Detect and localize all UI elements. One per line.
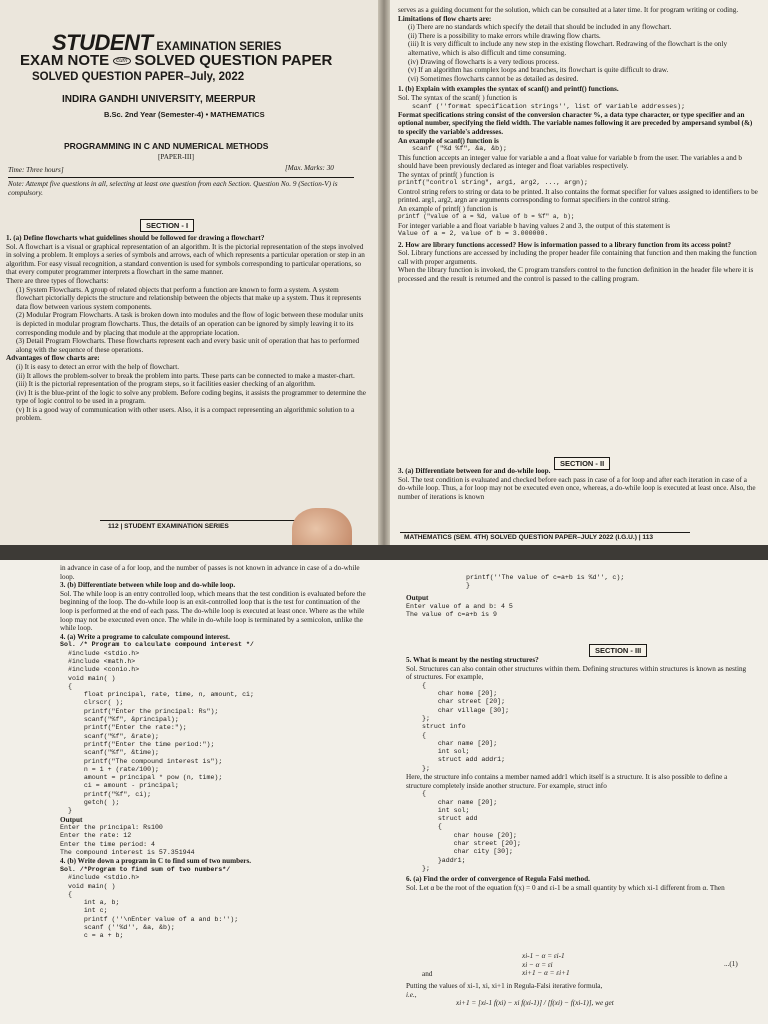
sum-output-block (406, 594, 746, 619)
section-3-body (406, 656, 751, 892)
scanf-example-title: An example of scanf() function is (398, 136, 499, 145)
answer-3a: Sol. The test condition is evaluated and checked before each pass in case of a for loop and after each iteration in case of a do-while loop. Thus, a for loop may not be executed even once, whereas, a do-while loop is executed at least once. Also, the number of iterations is known (398, 475, 756, 501)
section-2-label: SECTION - II (554, 453, 610, 471)
equation-number: ...(1) (724, 960, 738, 968)
printf-example-title: An example of printf( ) function is (398, 204, 498, 213)
answer-5-intro: Sol. Structures can also contain other structures within them. Defining structures within structures is known as nesting of structures. For example, (406, 664, 747, 682)
subject-title: PROGRAMMING IN C AND NUMERICAL METHODS (64, 141, 269, 151)
question-1a: 1. (a) Define flowcharts what guidelines should be followed for drawing a flowchart? (6, 234, 265, 242)
university-name: INDIRA GANDHI UNIVERSITY, MEERPUR (62, 94, 256, 105)
ci-program-title: Sol. /* Program to calculate compound interest */ (60, 641, 254, 649)
question-4b: 4. (b) Write down a program in C to find sum of two numbers. (60, 857, 252, 866)
nested-struct-code-2: { char name [20]; int sol; struct add { char house [20]; char street [20]; char city [30]; }addr1; }; (422, 790, 521, 872)
equation-set (522, 952, 642, 978)
brand-line-2 (20, 52, 380, 70)
course-line: B.Sc. 2nd Year (Semester-4) • MATHEMATICS (104, 110, 265, 119)
page-114-body (60, 564, 370, 941)
answer-6a-intro: Sol. Let α be the root of the equation f(x) = 0 and εi-1 be a small quantity by which xi-1 different from α. Then (406, 883, 725, 892)
exam-note: Note: Attempt five questions in all, selecting at least one question from each Section. Question No. 9 (Section-V) is compulsory. (8, 180, 338, 197)
section-1-body (6, 234, 366, 423)
ci-program-code: #include <stdio.h> #include <math.h> #include <conio.h> void main( ) { float principal, rate, time, n, amount, ci; clrscr( ); printf("Enter the principal: Rs"); scanf("%f", &principal); printf("Enter the rate:"); scanf("%f", &rate); printf("Enter the time period:"); scanf("%f", &time); printf("The compound interest is"); n = 1 + (rate/100); amount = principal * pow (n, time); ci = amount - principal; printf("%f", ci); getch( ); } (68, 649, 254, 815)
type-2-modular: (2) Modular Program Flowcharts. A task is broken down into modules and the flow of logic between these modular units is depicted in modular program flowcharts. Thus, the details of an operation can be ignored by simply leaving it to its corresponding module and by placing that module at the appropriate location. (16, 311, 364, 337)
brand-solved: SOLVED QUESTION PAPER (134, 52, 333, 69)
limitations-title: Limitations of flow charts are: (398, 14, 492, 23)
nested-struct-explanation: Here, the structure info contains a member named addr1 which itself is a structure. It is also possible to define a structure completely inside another structure. For example, struct info (406, 773, 728, 790)
control-string-text: Control string refers to string or data to be printed. It also contains the format specifier for values assigned to identifiers to be printed. arg1, arg2, argn are arguments corresponding to format specifiers in the control string. (398, 187, 758, 205)
section-2-body (398, 467, 758, 501)
advantage-5: (v) It is a good way of communication with other users. Also, it is a compact representing an algorithmic solution to a problem. (16, 405, 355, 423)
advantage-1: (i) It is easy to detect an error with the help of flowchart. (16, 362, 180, 371)
flowchart-intro-cont: serves as a guiding document for the solution, which can be consulted at a later time. It for program writing or coding. (398, 6, 739, 14)
question-5: 5. What is meant by the nesting structures? (406, 656, 539, 664)
section-1-label: SECTION - I (140, 215, 194, 233)
format-spec-text: Format specifications string consist of the conversion character %, a data type character, or type specifier and an optional number, specifying the field width. The variable names following it are preceded by ampersand symbol (&) to specify the variable's addresses. (398, 110, 753, 137)
advantages-title: Advantages of flow charts are: (6, 354, 100, 363)
answer-1a-intro: Sol. A flowchart is a visual or graphical representation of an algorithm. It is the pictorial representation of the steps involved in solving a problem. It employs a series of symbols and arrows, each of which represents a particular operation or step in an algorithm. For easy visual recognition, a standard convention is used for symbols corresponding to particular operations, so that every computer programmer interprets a flowchart in the same manner. (6, 242, 365, 277)
sum-output: Enter value of a and b: 4 5 The value of c=a+b is 9 (406, 602, 513, 618)
page-gap (0, 545, 768, 560)
regula-falsi-formula: xi+1 = [xi-1 f(xi) − xi f(xi-1)] / [f(xi) − f(xi-1)], we get (456, 999, 614, 1008)
advantage-4: (iv) It is the blue-print of the logic to solve any problem. Before coding begins, it assists the programmer to determine the type of logic control to be used in a program. (16, 388, 366, 406)
sum-program-title: Sol. /*Program to find sum of two numbers*/ (60, 865, 231, 873)
page-115 (384, 560, 768, 1024)
answer-1b-intro: Sol. The syntax of the scanf( ) function is (398, 93, 518, 102)
limitation-2: (ii) There is a possibility to make errors while drawing flow charts. (408, 31, 601, 40)
ci-output-title: Output (60, 815, 83, 824)
printf-example-code: printf ("value of a = %d, value of b = %f" a, b); (398, 213, 575, 221)
brand-student: STUDENT (52, 30, 153, 55)
scanf-example-code: scanf ("%d %f", &a, &b); (412, 145, 507, 153)
question-4a: 4. (a) Write a programe to calculate compound interest. (60, 632, 230, 641)
printf-syntax-intro: The syntax of printf( ) function is (398, 170, 495, 179)
regula-falsi-ie: i.e., (406, 990, 417, 999)
equation-2: xi − α = εi (522, 960, 553, 969)
question-3a: 3. (a) Differentiate between for and do-while loop. (398, 467, 551, 475)
sum-program-cont (466, 574, 756, 591)
limitation-6: (vi) Sometimes flowcharts cannot be as detailed as desired. (408, 74, 579, 83)
sum-program-code: #include <stdio.h> void main( ) { int a, b; int c; printf (''\nEnter value of a and b:''); scanf (''%d'', &a, &b); c = a + b; (68, 874, 239, 940)
ci-output: Enter the principal: Rs100 Enter the rate: 12 Enter the time period: 4 The compound interest is 57.351944 (60, 824, 195, 857)
question-1b: 1. (b) Explain with examples the syntax of scanf() and printf() functions. (398, 85, 619, 94)
printf-output-code: Value of a = 2, value of b = 3.000000. (398, 230, 549, 238)
question-2: 2. How are library functions accessed? How is information passed to a library function from its access point? (398, 240, 732, 249)
page-113-body (398, 6, 758, 284)
header-rule (8, 177, 354, 178)
type-3-detail: (3) Detail Program Flowcharts. These flowcharts represent each and every basic unit of operation that has to performed along with the sequence of these operations. (16, 337, 360, 354)
equation-and: and (422, 970, 433, 978)
printf-result-text: For integer variable a and float variable b having values 2 and 3, the output of this statement is (398, 221, 671, 230)
book-spine (378, 0, 390, 545)
footer-rule-113 (400, 532, 690, 533)
advantage-3: (iii) It is the pictorial representation of the program steps, so it facilities easier checking of an algorithm. (16, 380, 316, 389)
equation-3: xi+1 − α = εi+1 (522, 969, 570, 978)
sum-output-title: Output (406, 594, 429, 602)
marks-label: [Max. Marks: 30 (285, 164, 334, 172)
type-1-system: (1) System Flowcharts. A group of related objects that perform a function are known to form a system. A system flowchart pictorially depicts the structure and relationship between the objects that make up a system. Thus it represents data flow between various system components. (16, 285, 362, 311)
brand-cum-badge: cum (113, 57, 130, 65)
sum-program-code-cont: printf(''The value of c=a+b is %d'', c); } (466, 574, 625, 590)
page-footer-112: 112 | STUDENT EXAMINATION SERIES (108, 523, 229, 530)
answer-3b: Sol. The while loop is an entry controlled loop, which means that the test condition is evaluated before the beginning of the loop. The do-while loop is an exit-controlled loop that is the test for continuation of the loop is performed at the end of each pass. The do-while loop is executed at least once. Where as the while loop may not be executed even once. The while in do-while loop is terminated by a semicolon, unlike the while loop. (60, 589, 366, 633)
page-112 (0, 0, 384, 545)
footer-rule-112 (100, 520, 320, 521)
advantage-2: (ii) It allows the problem-solver to break the problem into parts. These parts can be connected to make a master-chart. (16, 371, 355, 380)
answer-2a: Sol. Library functions are accessed by including the proper header file containing that function and then making the function call with proper arguments. (398, 249, 757, 266)
paper-title: SOLVED QUESTION PAPER–July, 2022 (32, 71, 245, 83)
limitation-1: (i) There are no standards which specify the detail that should be included in any flowchart. (408, 23, 672, 32)
section-3-label: SECTION - III (589, 640, 647, 658)
page-114 (0, 560, 384, 1024)
loop-cont-text: in advance in case of a for loop, and the number of passes is not known in advance in case of a do-while loop. (60, 564, 360, 581)
page-footer-113: MATHEMATICS (SEM. 4TH) SOLVED QUESTION PAPER–JULY 2022 (I.G.U.) | 113 (404, 534, 654, 541)
limitation-5: (v) If an algorithm has complex loops and branches, its flowchart is quite difficult to draw. (408, 66, 669, 75)
types-intro: There are three types of flowcharts: (6, 276, 109, 285)
printf-syntax-code: printf("control string", arg1, arg2, ..., argn); (398, 179, 588, 187)
limitation-4: (iv) Drawing of flowcharts is a very tedious process. (408, 57, 560, 66)
scanf-explanation: This function accepts an integer value for variable a and a float value for variable b from the user. The variables a and b should have been previously declared as integer and float variables respectively. (398, 153, 742, 171)
brand-exam-note: EXAM NOTE (20, 52, 110, 69)
limitation-3: (iii) It is very difficult to include any new step in the existing flowchart. Redrawing of the flowchart is the only alternative, which is also difficult and time consuming. (408, 40, 728, 57)
regula-falsi-put: Putting the values of xi-1, xi, xi+1 in Regula-Falsi iterative formula, (406, 982, 603, 990)
brand-exam-series: EXAMINATION SERIES (156, 41, 282, 53)
answer-2b: When the library function is invoked, the C program transfers control to the function definition in the header file where it is processed and the result is returned and the control is passed to the calling program. (398, 266, 754, 283)
scanf-syntax-code: scanf (''format specification strings'', list of variable addresses); (412, 102, 686, 110)
regula-falsi-block (406, 982, 751, 1008)
time-label: Time: Three hours] (8, 166, 64, 174)
question-3b: 3. (b) Differentiate between while loop and do-while loop. (60, 581, 236, 590)
paper-code: [PAPER-III] (158, 153, 195, 161)
page-113 (384, 0, 768, 545)
question-6a: 6. (a) Find the order of convergence of Regula Falsi method. (406, 875, 590, 884)
equation-1: xi-1 − α = εi-1 (522, 952, 565, 960)
nested-struct-code-1: { char home [20]; char street [20]; char village [30]; }; struct info { char name [20]; int sol; struct add addr1; }; (422, 681, 510, 772)
